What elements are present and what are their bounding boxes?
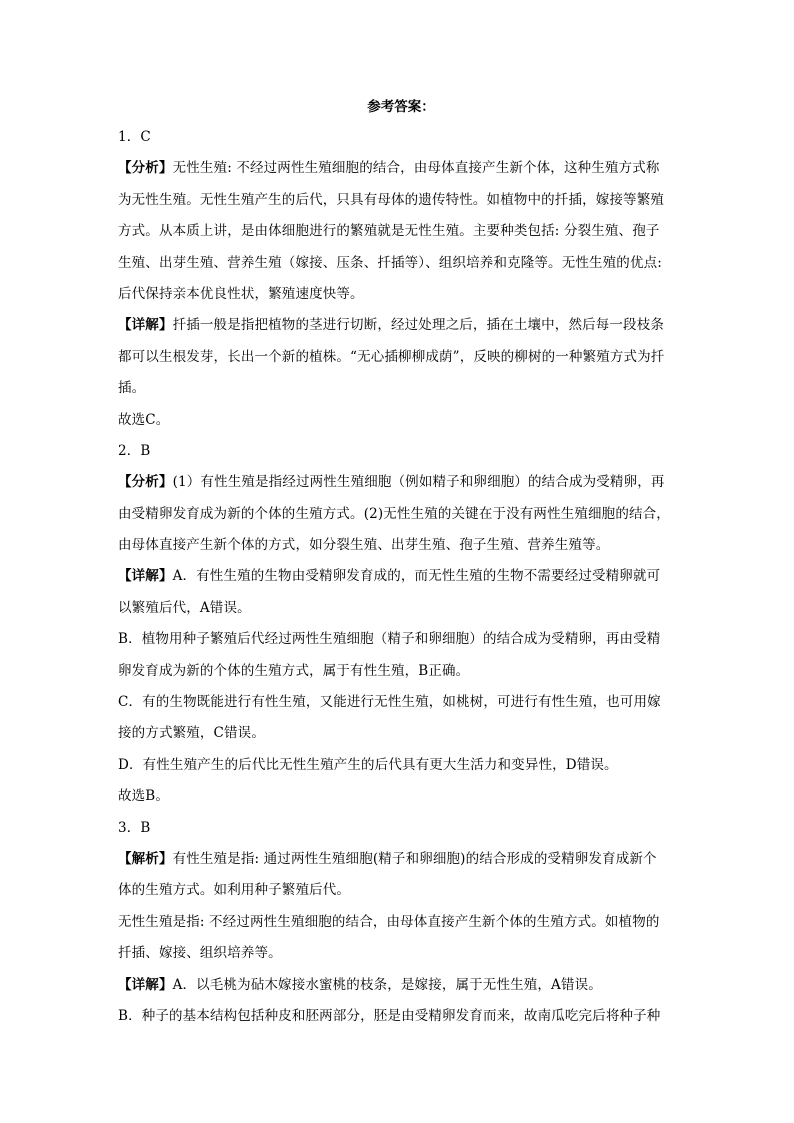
line-text: 接的方式繁殖，C错误。 bbox=[118, 725, 265, 742]
text-line bbox=[118, 310, 684, 341]
section-tag: 【详解】 bbox=[118, 568, 173, 585]
text-line bbox=[118, 687, 684, 718]
line-text: 无性生殖是指: 不经过两性生殖细胞的结合，由母体直接产生新个体的生殖方式。如植物的 bbox=[118, 913, 660, 930]
text-line bbox=[118, 185, 684, 216]
section-tag: 【分析】 bbox=[118, 474, 173, 491]
section-tag: 【分析】 bbox=[118, 160, 173, 177]
section-tag: 【详解】 bbox=[118, 976, 173, 993]
page-title: 参考答案： bbox=[367, 99, 435, 115]
answer-body bbox=[118, 122, 684, 1032]
text-line bbox=[118, 405, 684, 436]
section-tag: 【解析】 bbox=[118, 850, 173, 867]
text-line bbox=[118, 750, 684, 781]
text-line bbox=[118, 970, 684, 1001]
text-line bbox=[118, 499, 684, 530]
text-line bbox=[118, 813, 684, 844]
text-line bbox=[118, 844, 684, 875]
text-line bbox=[118, 248, 684, 279]
text-line bbox=[118, 373, 684, 404]
line-text: 故选B。 bbox=[118, 788, 170, 805]
line-text: 2．B bbox=[118, 442, 151, 459]
section-tag: 【详解】 bbox=[118, 317, 173, 334]
line-text: 体的生殖方式。如利用种子繁殖后代。 bbox=[118, 882, 351, 899]
line-text: 生殖、出芽生殖、营养生殖（嫁接、压条、扦插等）、组织培养和克隆等。无性生殖的优点: bbox=[118, 254, 662, 271]
line-text: 由母体直接产生新个体的方式，如分裂生殖、出芽生殖、孢子生殖、营养生殖等。 bbox=[118, 537, 610, 554]
text-line bbox=[118, 718, 684, 749]
line-text: 故选C。 bbox=[118, 411, 170, 428]
line-text: 有性生殖是指: 通过两性生殖细胞(精子和卵细胞)的结合形成的受精卵发育成新个 bbox=[172, 850, 657, 867]
line-text: 方式。从本质上讲，是由体细胞进行的繁殖就是无性生殖。主要种类包括: 分裂生殖、孢子 bbox=[118, 223, 660, 240]
text-line bbox=[118, 216, 684, 247]
line-text: 卵发育成为新的个体的生殖方式，属于有性生殖，B正确。 bbox=[118, 662, 470, 679]
text-line bbox=[118, 781, 684, 812]
line-text: A．以毛桃为砧木嫁接水蜜桃的枝条，是嫁接，属于无性生殖，A错误。 bbox=[172, 976, 602, 993]
answer-document bbox=[118, 92, 684, 1032]
line-text: 以繁殖后代，A错误。 bbox=[118, 599, 251, 616]
text-line bbox=[118, 342, 684, 373]
text-line bbox=[118, 1001, 684, 1032]
line-text: 都可以生根发芽，长出一个新的植株。“无心插柳柳成荫”，反映的柳树的一种繁殖方式为扦 bbox=[118, 348, 665, 365]
line-text: 后代保持亲本优良性状，繁殖速度快等。 bbox=[118, 285, 364, 302]
text-line bbox=[118, 656, 684, 687]
text-line bbox=[118, 938, 684, 969]
text-line bbox=[118, 530, 684, 561]
line-text: D．有性生殖产生的后代比无性生殖产生的后代具有更大生活力和变异性，D错误。 bbox=[118, 756, 618, 773]
line-text: (1）有性生殖是指经过两性生殖细胞（例如精子和卵细胞）的结合成为受精卵，再 bbox=[172, 474, 665, 491]
line-text: 插。 bbox=[118, 380, 146, 397]
line-text: 无性生殖: 不经过两性生殖细胞的结合，由母体直接产生新个体，这种生殖方式称 bbox=[172, 160, 660, 177]
text-line bbox=[118, 624, 684, 655]
line-text: C．有的生物既能进行有性生殖，又能进行无性生殖，如桃树，可进行有性生殖，也可用嫁 bbox=[118, 694, 661, 711]
text-line bbox=[118, 436, 684, 467]
line-text: B．植物用种子繁殖后代经过两性生殖细胞（精子和卵细胞）的结合成为受精卵，再由受精 bbox=[118, 631, 661, 648]
line-text: 扦插一般是指把植物的茎进行切断，经过处理之后，插在土壤中，然后每一段枝条 bbox=[172, 317, 665, 334]
line-text: 1．C bbox=[118, 129, 151, 145]
text-line bbox=[118, 907, 684, 938]
text-line bbox=[118, 561, 684, 592]
text-line bbox=[118, 875, 684, 906]
line-text: B．种子的基本结构包括种皮和胚两部分，胚是由受精卵发育而来，故南瓜吃完后将种子种 bbox=[118, 1007, 661, 1024]
line-text: 由受精卵发育成为新的个体的生殖方式。(2)无性生殖的关键在于没有两性生殖细胞的结合， bbox=[118, 505, 670, 522]
line-text: 为无性生殖。无性生殖产生的后代，只具有母体的遗传特性。如植物中的扦插，嫁接等繁殖 bbox=[118, 191, 664, 208]
text-line bbox=[118, 279, 684, 310]
line-text: 3．B bbox=[118, 819, 151, 836]
line-text: A．有性生殖的生物由受精卵发育成的，而无性生殖的生物不需要经过受精卵就可 bbox=[172, 568, 661, 585]
line-text: 扦插、嫁接、组织培养等。 bbox=[118, 945, 282, 962]
text-line bbox=[118, 467, 684, 498]
text-line bbox=[118, 122, 684, 153]
text-line bbox=[118, 153, 684, 184]
text-line bbox=[118, 593, 684, 624]
